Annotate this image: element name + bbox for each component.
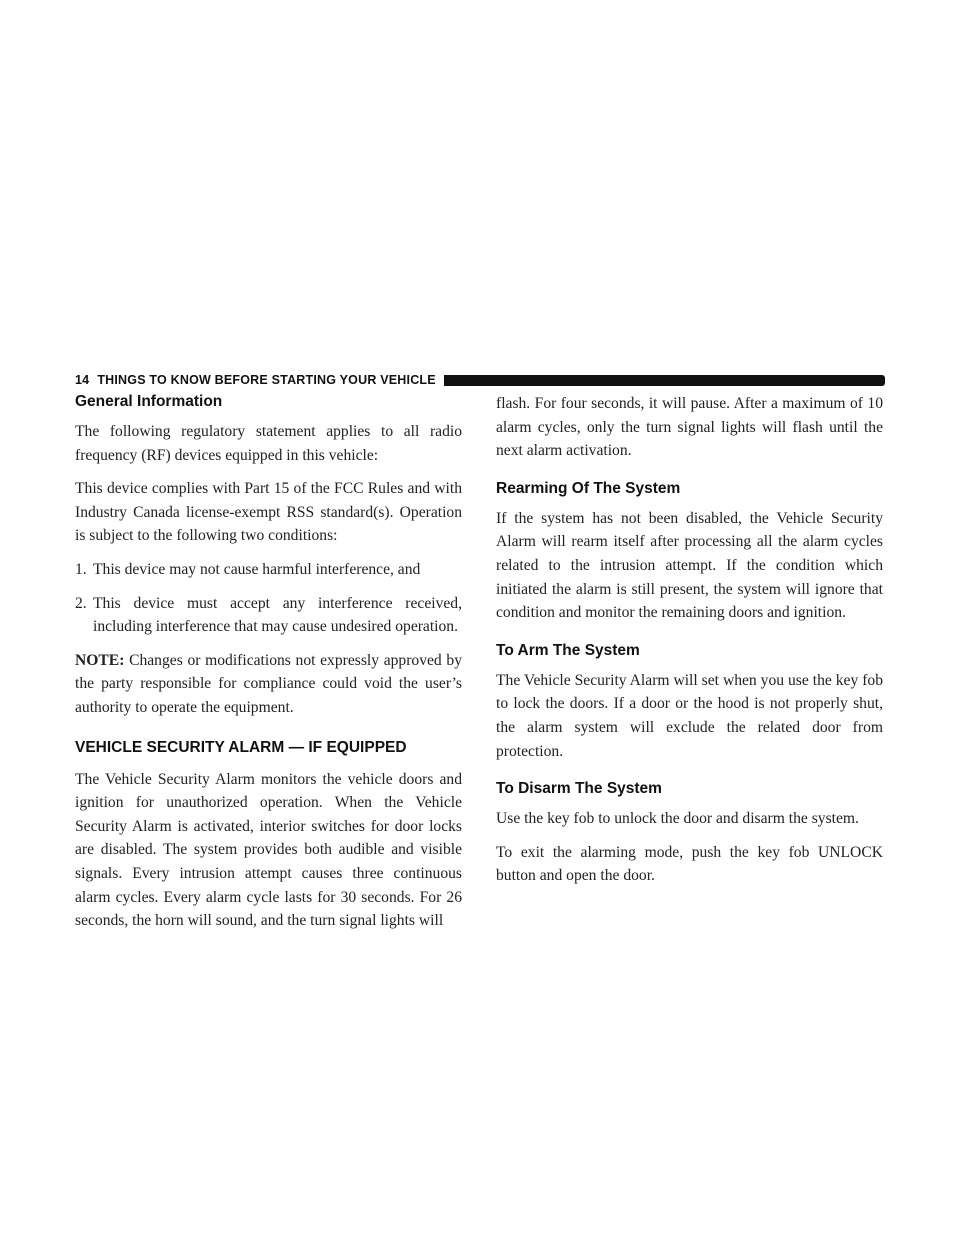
disarm-paragraph-1: Use the key fob to unlock the door and disarm the system. — [496, 810, 859, 828]
condition-list-item-1 — [75, 558, 462, 582]
list-number: 2. — [75, 594, 87, 612]
security-alarm-paragraph: The Vehicle Security Alarm monitors the vehicle doors and ignition for unauthorized operation. When the Vehicle Security Alarm is activated, interior switches for door locks are disabled. The system provides both audible and visible signals. Every intrusion attempt causes three continuous alarm cycles. Every alarm cycle lasts for 30 seconds. For 26 seconds, the horn will sound, and the turn signal lights will — [75, 770, 462, 930]
rearming-paragraph: If the system has not been disabled, the Vehicle Security Alarm will rearm itself after processing all the alarm cycles related to the intrusion attempt. If the condition which initiated the alarm is still present, the system will ignore that condition and monitor the remaining doors and ignition. — [496, 509, 883, 622]
left-column — [75, 392, 462, 943]
rearming-heading: Rearming Of The System — [496, 479, 681, 497]
note-label: NOTE: — [75, 651, 125, 669]
alarm-continuation-paragraph: flash. For four seconds, it will pause. After a maximum of 10 alarm cycles, only the turn signal lights will flash until the next alarm activation. — [496, 395, 883, 460]
page-header — [75, 372, 885, 388]
disarm-paragraph-2: To exit the alarming mode, push the key fob UNLOCK button and open the door. — [496, 843, 883, 885]
list-number: 1. — [75, 560, 87, 578]
disarm-system-heading: To Disarm The System — [496, 780, 662, 798]
condition-list-item-2 — [75, 592, 462, 639]
arm-system-paragraph: The Vehicle Security Alarm will set when you use the key fob to lock the doors. If a door or the hood is not properly shut, the alarm system will exclude the related door from protection. — [496, 671, 883, 760]
list-text: This device must accept any interference received, including interference that may cause undesired operation. — [93, 594, 462, 636]
right-column — [496, 392, 883, 898]
header-rule — [444, 375, 885, 386]
arm-system-heading: To Arm The System — [496, 641, 640, 659]
security-alarm-heading: VEHICLE SECURITY ALARM — IF EQUIPPED — [75, 738, 407, 756]
general-information-heading: General Information — [75, 393, 223, 410]
regulatory-intro-paragraph: The following regulatory statement applies to all radio frequency (RF) devices equipped in this vehicle: — [75, 423, 462, 464]
fcc-compliance-paragraph: This device complies with Part 15 of the FCC Rules and with Industry Canada license-exempt RSS standard(s). Operation is subject to the following two conditions: — [75, 480, 462, 545]
note-text: Changes or modifications not expressly approved by the party responsible for compliance could void the user’s authority to operate the equipment. — [75, 651, 462, 716]
chapter-title: THINGS TO KNOW BEFORE STARTING YOUR VEHICLE — [97, 373, 436, 387]
list-text: This device may not cause harmful interference, and — [93, 560, 421, 578]
note-paragraph — [75, 649, 462, 720]
page-number: 14 — [75, 373, 90, 387]
